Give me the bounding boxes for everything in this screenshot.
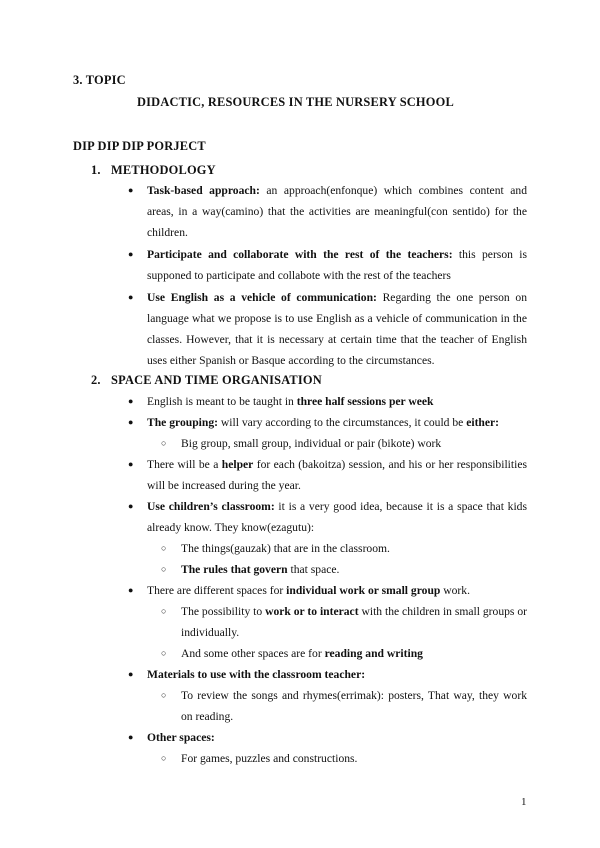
list-item xyxy=(127,664,527,685)
list-item xyxy=(127,244,527,286)
page-number: 1 xyxy=(521,796,527,808)
item-term: The grouping: xyxy=(147,416,218,429)
circle-bullet-icon: ○ xyxy=(161,753,167,763)
circle-bullet-icon: ○ xyxy=(161,606,167,616)
section-heading-methodology xyxy=(91,163,216,178)
bullet-icon: ● xyxy=(128,396,134,406)
item-text: an approach(enfonque) which combines content and areas, in a way(camino) that the activities are meaningful(con sentido) for the children. xyxy=(147,184,527,239)
item-text: The things(gauzak) that are in the classroom. xyxy=(181,542,390,555)
bullet-icon: ● xyxy=(128,732,134,742)
sub-list-item xyxy=(161,601,527,643)
list-item xyxy=(127,580,527,601)
sub-list-item xyxy=(161,433,527,454)
item-text: this person is supponed to participate and collabote with the rest of the teachers xyxy=(147,248,527,282)
item-text: Big group, small group, individual or pair (bikote) work xyxy=(181,437,442,450)
circle-bullet-icon: ○ xyxy=(161,438,167,448)
section-title: METHODOLOGY xyxy=(111,163,216,177)
item-text: work. xyxy=(440,584,470,597)
section-number: 1. xyxy=(91,163,101,177)
item-text: Regarding the one person on language what we propose is to use English as a vehicle of communication in the classes. However, that it is necessary at certain time that the teacher of English uses either Spanish or Basque according to the circumstances. xyxy=(147,291,527,367)
sub-list-item xyxy=(161,643,527,664)
list-item xyxy=(127,391,527,412)
sub-list-item xyxy=(161,685,527,727)
circle-bullet-icon: ○ xyxy=(161,690,167,700)
item-term: Task-based approach: xyxy=(147,184,260,197)
list-item xyxy=(127,454,527,496)
item-term: helper xyxy=(221,458,254,471)
section-number: 2. xyxy=(91,373,101,387)
item-term: work or to interact xyxy=(265,605,359,618)
item-term: reading and writing xyxy=(324,647,423,660)
item-text: that space. xyxy=(287,563,340,576)
item-term: either: xyxy=(466,416,500,429)
item-term: Other spaces: xyxy=(147,731,215,744)
item-text: it is a very good idea, because it is a space that kids already know. They know(ezagutu): xyxy=(147,500,527,534)
item-text: The possibility to xyxy=(181,605,266,618)
sub-list-item xyxy=(161,538,527,559)
bullet-icon: ● xyxy=(128,417,134,427)
item-text: And some other spaces are for xyxy=(181,647,325,660)
item-term: Use children’s classroom: xyxy=(147,500,275,513)
item-text: There will be a xyxy=(147,458,222,471)
list-item xyxy=(127,727,527,748)
bullet-icon: ● xyxy=(128,585,134,595)
item-term: Materials to use with the classroom teacher: xyxy=(147,668,366,681)
item-term: The rules that govern xyxy=(181,563,288,576)
item-text: English is meant to be taught in xyxy=(147,395,297,408)
circle-bullet-icon: ○ xyxy=(161,648,167,658)
item-term: three half sessions per week xyxy=(296,395,434,408)
circle-bullet-icon: ○ xyxy=(161,543,167,553)
bullet-icon: ● xyxy=(128,459,134,469)
list-item xyxy=(127,412,527,433)
item-term: Participate and collaborate with the rest of the teachers: xyxy=(147,248,453,261)
sub-list-item xyxy=(161,748,527,769)
section-title: SPACE AND TIME ORGANISATION xyxy=(111,373,322,387)
list-item xyxy=(127,180,527,243)
bullet-icon: ● xyxy=(128,249,134,259)
document-subtitle: DIDACTIC, RESOURCES IN THE NURSERY SCHOOL xyxy=(137,95,454,109)
item-text: for each (bakoitza) session, and his or her responsibilities will be increased during the year. xyxy=(147,458,527,492)
circle-bullet-icon: ○ xyxy=(161,564,167,574)
bullet-icon: ● xyxy=(128,185,134,195)
item-text: To review the songs and rhymes(errimak): posters, That way, they work on reading. xyxy=(181,689,527,723)
item-text: For games, puzzles and constructions. xyxy=(181,752,358,765)
item-text: will vary according to the circumstances, it could be xyxy=(217,416,467,429)
item-text: with the children in small groups or individually. xyxy=(181,605,528,639)
section-heading-space-time xyxy=(91,373,322,388)
bullet-icon: ● xyxy=(128,501,134,511)
list-item xyxy=(127,496,527,538)
bullet-icon: ● xyxy=(128,292,134,302)
sub-list-item xyxy=(161,559,527,580)
item-text: There are different spaces for xyxy=(147,584,287,597)
list-item xyxy=(127,287,527,371)
topic-heading: 3. TOPIC xyxy=(73,73,126,87)
item-term: Use English as a vehicle of communication: xyxy=(147,291,377,304)
bullet-icon: ● xyxy=(128,669,134,679)
project-heading: DIP DIP DIP PORJECT xyxy=(73,139,206,153)
item-term: individual work or small group xyxy=(286,584,441,597)
